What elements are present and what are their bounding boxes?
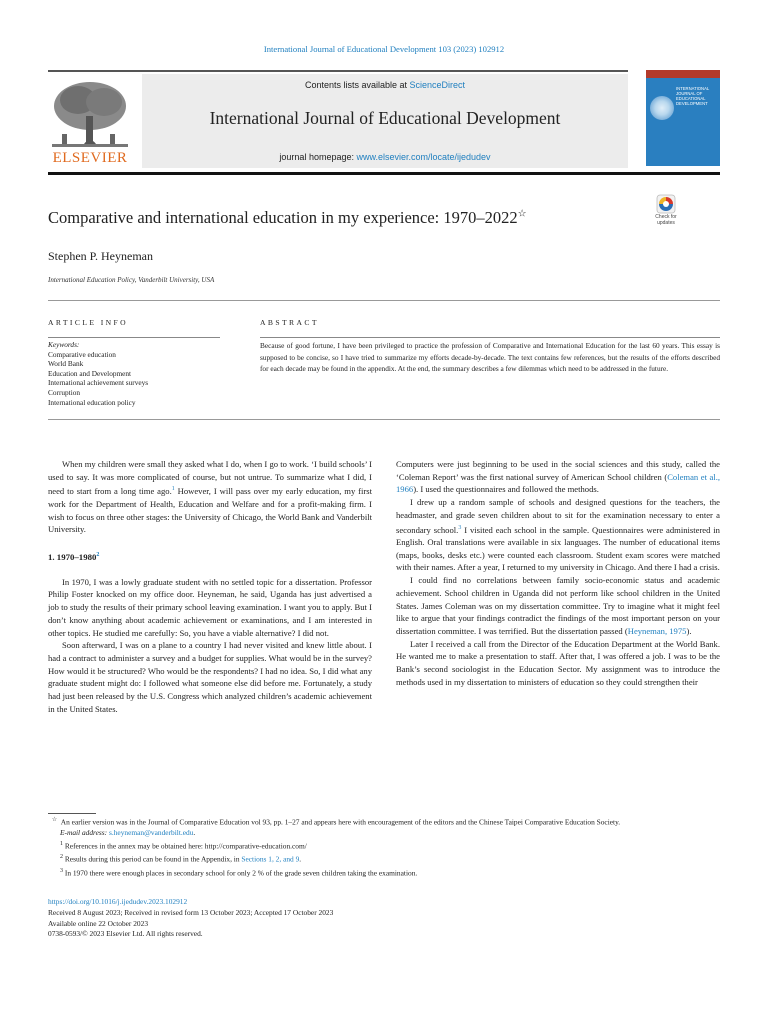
body-text: When my children were small they asked what I do, when I go to work. ‘I build schools’ I used to say. It was more complicated of course, but not untrue. To summarize what I did, I need to start from a long time ago.	[48, 459, 372, 497]
citation-link[interactable]: Heyneman, 1975	[627, 626, 687, 636]
received-dates: Received 8 August 2023; Received in revised form 13 October 2023; Accepted 17 October 2023	[48, 907, 334, 917]
footnote-3	[48, 866, 720, 879]
body-text: ). I used the questionnaires and followed the methods.	[413, 484, 599, 495]
footnote-text: In 1970 there were enough places in secondary school for only 2 % of the grade seven children taking the examination.	[64, 868, 418, 878]
footnote-mark: ☆	[51, 817, 58, 823]
keyword-item: Education and Development	[48, 368, 132, 378]
header-divider	[48, 300, 720, 301]
publisher-name: ELSEVIER	[52, 150, 128, 166]
keywords-label: Keywords:	[48, 340, 80, 349]
footnote-mark: 3	[60, 867, 63, 874]
contents-prefix: Contents lists available at	[304, 80, 410, 90]
keyword-item: International achievement surveys	[48, 378, 149, 388]
sciencedirect-link[interactable]: ScienceDirect	[409, 80, 466, 90]
keyword-item: Corruption	[48, 387, 81, 397]
body-paragraph	[396, 458, 720, 496]
journal-homepage-link[interactable]: www.elsevier.com/locate/ijedudev	[356, 152, 491, 162]
footnote-mark: 1	[60, 841, 63, 848]
footnote-rule	[48, 813, 96, 814]
journal-cover-text: INTERNATIONAL JOURNAL OF EDUCATIONAL DEVELOPMENT	[676, 86, 710, 106]
footnote-email: E-mail address: s.heyneman@vanderbilt.edu.	[60, 828, 196, 838]
body-right-column	[396, 458, 720, 689]
check-for-updates-label[interactable]: Check for updates	[655, 214, 677, 226]
available-online-date: Available online 22 October 2023	[48, 918, 149, 928]
section-heading	[48, 549, 372, 564]
section-heading-text: 1. 1970–1980	[48, 552, 97, 562]
body-paragraph: Soon afterward, I was on a plane to a country I had never visited and knew little about. I had a contract to administer a survey and a budget for supplies. What would be in the survey? How would it be structured? Who would be the respondents? I had no idea. So, I did what any graduate student might do: I followed what someone else did before me. Fortunately, a study had just been released by the U.S. Congress which analyzed children’s academic achievement in the United States.	[48, 640, 372, 714]
footnote-ref-2[interactable]: 2	[96, 552, 100, 559]
contents-line	[142, 80, 628, 90]
keyword-item: International education policy	[48, 397, 136, 407]
abstract-divider	[48, 419, 720, 420]
author-name: Stephen P. Heyneman	[48, 249, 153, 263]
body-paragraph	[48, 458, 372, 536]
publication-info	[48, 897, 720, 940]
title-footnote-mark[interactable]: ☆	[517, 208, 527, 220]
journal-cover-band	[646, 70, 720, 78]
footnote-text: .	[299, 854, 302, 864]
body-text: I could find no correlations between family socio-economic status and academic achievement. School children in Uganda did not perform like school children in the United States. James Coleman was on my dissertation committee. Try to imagine what it might feel like to argue that your findings contradict the findings of the most important person on your dissertation committee. I was terrified. But the dissertation passed (	[396, 575, 720, 636]
footnotes	[48, 815, 720, 879]
doi-link[interactable]: https://doi.org/10.1016/j.ijedudev.2023.102912	[48, 897, 188, 906]
article-info-rule	[48, 337, 220, 338]
footnote-2	[48, 852, 720, 865]
footnote-ref-1[interactable]: 1	[171, 486, 175, 493]
running-head[interactable]: International Journal of Educational Development 103 (2023) 102912	[263, 44, 505, 54]
masthead-top-rule	[48, 70, 628, 72]
article-title	[48, 208, 527, 228]
body-text: ).	[686, 626, 692, 636]
keyword-item: World Bank	[48, 359, 84, 369]
keywords-block	[48, 340, 228, 407]
footnote-1	[48, 839, 720, 852]
homepage-prefix: journal homepage:	[279, 152, 357, 162]
keyword-item: Comparative education	[48, 349, 116, 359]
masthead-bottom-rule	[48, 172, 720, 175]
body-paragraph: In 1970, I was a lowly graduate student with no settled topic for a dissertation. Professor Philip Foster knocked on my office door. Heyneman, he said, Uganda has just advertised a job to study the results of their primary school leaving examination. I want you to apply. But I don’t know anything about academic achievement or examinations, and I am interested in other topics. He studied me carefully: So, you have a viable alternative? I did not.	[48, 576, 372, 638]
author-email-link[interactable]: s.heyneman@vanderbilt.edu	[109, 828, 194, 838]
body-paragraph	[396, 496, 720, 574]
citation-link[interactable]: Coleman et al., 1966	[396, 471, 720, 495]
body-text: Computers were just beginning to be used in the social sciences and this study, called the ‘Coleman Report’ was the first national survey of American School children (	[396, 459, 720, 482]
footnote-ref-3[interactable]: 3	[458, 524, 462, 531]
abstract-heading: ABSTRACT	[260, 318, 319, 327]
author-affiliation: International Education Policy, Vanderbilt University, USA	[48, 276, 215, 284]
abstract-text: Because of good fortune, I have been privileged to practice the profession of Comparative and International Education for the last 60 years. This essay is supposed to be concise, so I have tried to summarize my efforts decade-by-decade. The text contains few references, but the results of the efforts described for each decade may be found in the appendix. At the end, the summary describes a few dilemmas which need to be addressed in the future.	[260, 341, 720, 373]
footnote-mark: 2	[60, 854, 63, 861]
footnote-text: Results during this period can be found in the Appendix, in	[64, 854, 242, 864]
check-for-updates-icon[interactable]	[656, 194, 676, 214]
body-paragraph	[396, 574, 720, 638]
body-text: I visited each school in the sample. Questionnaires were administered in English. Oral translations were available in six languages. The number of educational items (maps, books, desks etc.) were counted each classroom. Student exam scores were matched with their names. After a year, I returned to my university in Chicago. And there I had a crisis.	[396, 524, 720, 573]
abstract-rule	[260, 337, 720, 338]
article-info-heading: ARTICLE INFO	[48, 318, 129, 327]
copyright-line: 0738-0593/© 2023 Elsevier Ltd. All rights reserved.	[48, 929, 203, 939]
body-text: I drew up a random sample of schools and designed questions for the teachers, the headmaster, and grade seven children about to sit for the examination necessary to enter a secondary school.	[396, 497, 720, 535]
journal-title: International Journal of Educational Development	[209, 108, 561, 128]
body-left-column	[48, 458, 372, 715]
article-title-text: Comparative and international education in my experience: 1970–2022	[48, 208, 518, 227]
journal-cover-emblem	[650, 96, 674, 120]
footnote-text: An earlier version was in the Journal of Comparative Education vol 93, pp. 1–27 and appears here with encouragement of the editors and the Chinese Taipei Comparative Education Society.	[60, 817, 621, 827]
footnote-text: References in the annex may be obtained here: http://comparative-education.com/	[64, 841, 307, 851]
email-label: E-mail address:	[60, 828, 108, 838]
homepage-line	[142, 152, 628, 162]
footnote-star	[48, 815, 720, 828]
appendix-sections-link[interactable]: Sections 1, 2, and 9	[241, 854, 300, 864]
body-paragraph: Later I received a call from the Director of the Education Department at the World Bank. He wanted me to make a presentation to staff. After that, I was offered a job. I was to be the Bank’s second sociologist in the Education Sector. My assignment was to introduce the methods used in my dissertation to ministers of education so they could strengthen their	[396, 638, 720, 687]
body-text: However, I will pass over my early education, my first work for the Department of Health, Education and Welfare and for a profit-making firm. I wish to focus on three other stages: the University of Chicago, the World Bank and Vanderbilt University.	[48, 486, 373, 535]
